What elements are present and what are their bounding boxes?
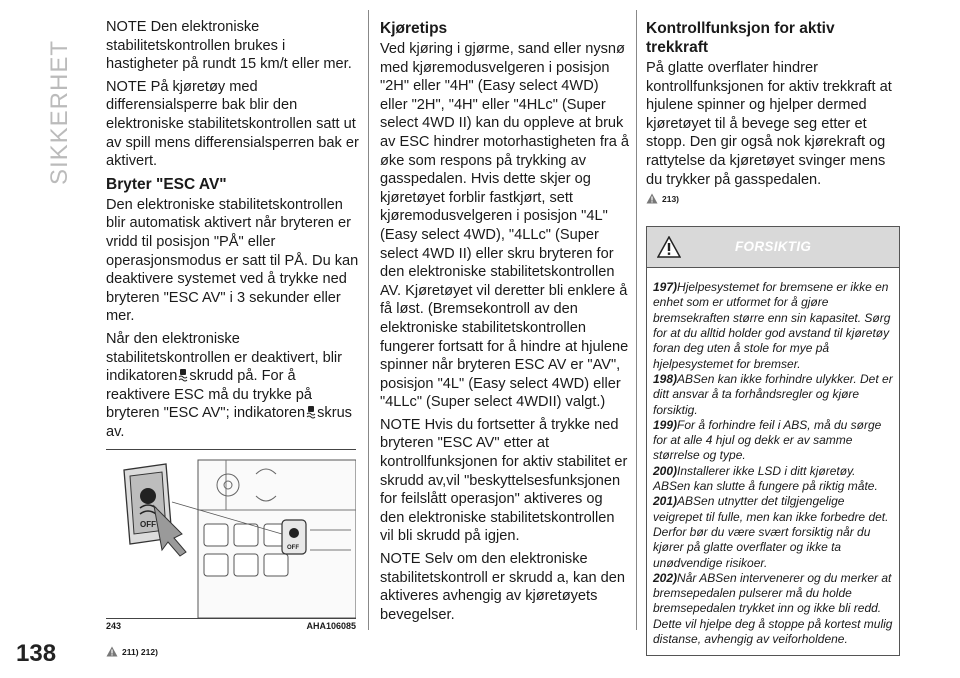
reference-numbers: 213)	[662, 193, 680, 204]
caution-item-number: 200)	[653, 463, 678, 478]
figure-code: AHA106085	[306, 621, 356, 632]
caution-item	[653, 418, 893, 464]
caution-item-number: 197)	[653, 280, 678, 295]
reference-numbers: 211) 212)	[122, 646, 158, 657]
warning-triangle-icon	[646, 193, 658, 204]
section-heading: Kontrollfunksjon for aktiv trekkraft	[646, 20, 835, 56]
page-number: 138	[16, 640, 57, 667]
note-paragraph: NOTE Selv om den elektroniske stabilitetskontroll er skrudd a, kan den aktiveres avhengig av kjøretøyets bevegelser.	[380, 551, 625, 623]
section-title: SIKKERHET	[46, 40, 73, 186]
warning-triangle-icon	[106, 646, 118, 657]
column-divider	[636, 10, 637, 630]
caution-item-number: 201)	[653, 494, 678, 509]
esc-off-indicator-icon	[306, 405, 316, 419]
figure-caption	[106, 618, 356, 632]
caution-item	[653, 571, 893, 647]
note-paragraph: NOTE På kjøretøy med differensialsperre bak blir den elektroniske stabilitetskontrollen satt ut av spill mens differensialsperren bak er aktivert.	[106, 78, 359, 170]
switch-off-label: OFF	[287, 545, 299, 552]
column-middle	[380, 18, 630, 628]
caution-item	[653, 280, 893, 372]
caution-item	[653, 464, 893, 495]
body-paragraph: Ved kjøring i gjørme, sand eller nysnø med kjøremodusvelgeren i posisjon "2H" eller "4H" (Easy select 4WD) eller "2H", "4H" eller "4HLc" (Super select 4WD II) kan du oppleve at bruk av ESC hindrer motorhastigheten fra å øke som respons på trykking av gasspedalen. Hvis dette skjer og kjøretøyet forblir fastkjørt, sett kjøremodusvelgeren i posisjon "4L" (Easy select 4WD), "4LLc" (Super select 4WD II) eller skru bryteren for den elektroniske stabilitetskontrollen AV. Kjøretøyet vil deretter bli enklere å få løst. (Bremsekontroll av den elektroniske stabilitetskontrollen fungerer fortsatt for å hindre at hjulene spinner når bryteren ESC AV er "AV", posisjon "4L" (Easy select 4WD) eller "4LLc" (Super select 4WDII) valgt.)	[380, 41, 630, 411]
caution-item	[653, 372, 893, 418]
section-heading: Bryter "ESC AV"	[106, 175, 227, 193]
figure-number: 243	[106, 621, 122, 632]
body-paragraph: Den elektroniske stabilitetskontrollen blir automatisk aktivert når bryteren er vridd til posisjon "PÅ" eller operasjonsmodus er satt til PÅ. Du kan deaktivere systemet ved å trykke ned bryteren "ESC AV" i 3 sekunder eller mer.	[106, 196, 359, 325]
text-fragment: skrus av.	[106, 405, 352, 440]
warning-references	[646, 193, 900, 204]
caution-box	[646, 226, 900, 656]
caution-item-number: 202)	[653, 570, 678, 585]
caution-body	[647, 267, 899, 655]
figure-esc-off-switch	[106, 449, 356, 617]
body-paragraph: På glatte overflater hindrer kontrollfunksjonen for aktiv trekkraft at hjulene spinner og hjelper dermed kjøretøyet til å bevege seg etter et stopp. Den gir også nok kjørekraft og rattytelse da kjøretøyet svinger mens du trykker på gasspedalen.	[646, 60, 892, 188]
caution-triangle-icon	[657, 236, 681, 258]
section-heading: Kjøretips	[380, 20, 448, 37]
text-fragment: Når den elektroniske stabilitetskontrollen er deaktivert, blir indikatoren	[106, 330, 343, 385]
body-paragraph	[106, 330, 360, 442]
warning-references	[106, 646, 360, 657]
magnified-off-label: OFF	[140, 520, 156, 530]
column-left	[106, 18, 360, 657]
esc-off-switch-illustration	[106, 450, 356, 618]
caution-item-text: ABSen utnytter det tilgjengelige veigrepet til fulle, men kan ikke forbedre det. Derfor bør du være svært forsiktig når du kjører på glatte overflater og ikke ta unødvendige risikoer.	[653, 494, 889, 570]
section-side-tab	[0, 0, 80, 678]
caution-item-number: 199)	[653, 417, 678, 432]
column-right	[646, 18, 900, 656]
caution-item	[653, 494, 893, 570]
caution-item-number: 198)	[653, 371, 678, 386]
note-paragraph: NOTE Den elektroniske stabilitetskontrollen brukes i hastigheter på rundt 15 km/t eller mer.	[106, 19, 352, 73]
caution-header	[647, 227, 899, 267]
caution-item-text: Når ABSen intervenerer og du merker at bremsepedalen pulserer må du holde bremsepedalen trykket inn og ikke bli redd. Dette vil hjelpe deg å stoppe på kortest mulig distanse, avhengig av veiforholdene.	[653, 570, 893, 646]
column-divider	[368, 10, 369, 630]
caution-title: FORSIKTIG	[735, 239, 812, 255]
caution-item-text: ABSen kan ikke forhindre ulykker. Det er ditt ansvar å ta forhåndsregler og kjøre forsiktig.	[653, 371, 893, 417]
text-fragment: skrudd på. For å reaktivere ESC må du trykke på bryteren "ESC AV"; indikatoren	[106, 368, 313, 422]
note-paragraph: NOTE Hvis du fortsetter å trykke ned bryteren "ESC AV" etter at kontrollfunksjonen for aktiv stabilitet er skrudd av,vil "beskyttelsesfunksjonen for feilslått operasjon" aktiveres og den elektroniske stabilitetskontrollen vil bli skrudd på igjen.	[380, 416, 628, 545]
caution-item-text: For å forhindre feil i ABS, må du sørge for at alle 4 hjul og dekk er av samme størrelse og type.	[653, 417, 882, 463]
caution-item-text: Hjelpesystemet for bremsene er ikke en enhet som er utformet for å gjøre bremsekraften større enn sin kapasitet. Sørg for at du alltid holder god avstand til kjøretøy foran deg uten å stole for mye på hjelpesystemet for bremser.	[653, 280, 891, 371]
caution-item-text: Installerer ikke LSD i ditt kjøretøy. ABSen kan slutte å fungere på riktig måte.	[653, 463, 878, 494]
esc-off-indicator-icon	[178, 368, 188, 382]
